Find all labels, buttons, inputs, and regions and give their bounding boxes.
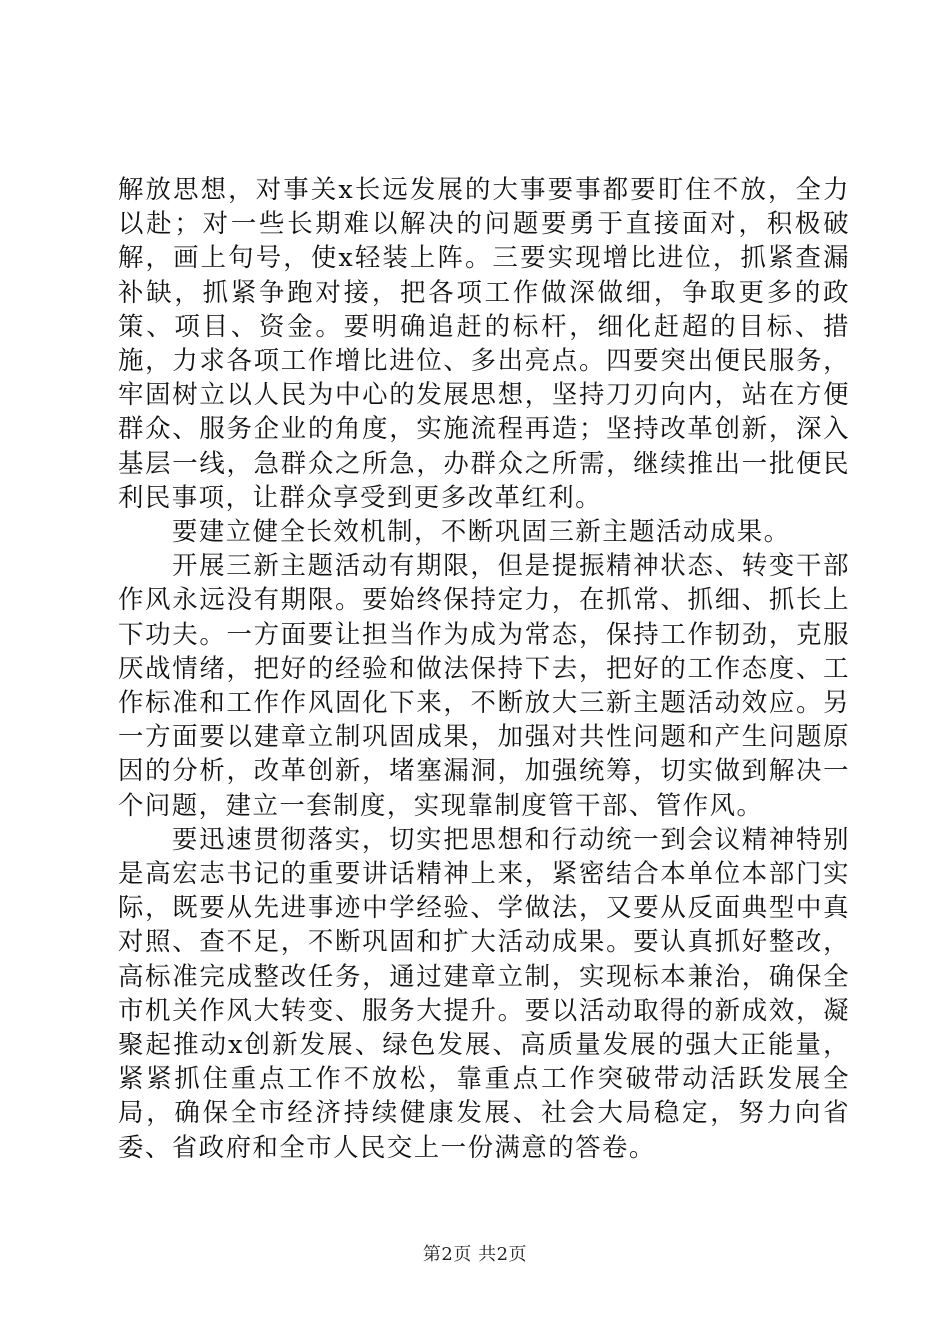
paragraph-heading-long-term-mechanism: 要建立健全长效机制，不断巩固三新主题活动成果。 xyxy=(172,516,791,547)
paragraph-implementation: 要迅速贯彻落实，切实把思想和行动统一到会议精神特别是高宏志书记的重要讲话精神上来，紧密结合本单位本部门实际，既要从先进事迹中学经验、学做法，又要从反面典型中真对照、查不足，不断巩固和扩大活动成果。要认真抓好整改，高标准完成整改任务，通过建章立制，实现标本兼治，确保全市机关作风大转变、服务大提升。要以活动取得的新成效，凝聚起推动x创新发展、绿色发展、高质量发展的强大正能量，紧紧抓住重点工作不放松，靠重点工作突破带动活跃发展全局，确保全市经济持续健康发展、社会大局稳定，努力向省委、省政府和全市人民交上一份满意的答卷。 xyxy=(118,823,850,1162)
page-number-footer: 第2页 共2页 xyxy=(422,1244,528,1265)
paragraph-activity-duration: 开展三新主题活动有期限，但是提振精神状态、转变干部作风永远没有期限。要始终保持定力，在抓常、抓细、抓长上下功夫。一方面要让担当作为成为常态，保持工作韧劲，克服厌战情绪，把好的经验和做法保持下去，把好的工作态度、工作标准和工作作风固化下来，不断放大三新主题活动效应。另一方面要以建章立制巩固成果，加强对共性问题和产生问题原因的分析，改革创新，堵塞漏洞，加强统筹，切实做到解决一个问题，建立一套制度，实现靠制度管干部、管作风。 xyxy=(118,550,850,820)
document-body xyxy=(118,172,850,1164)
paragraph-continuation: 解放思想，对事关x长远发展的大事要事都要盯住不放，全力以赴；对一些长期难以解决的问题要勇于直接面对，积极破解，画上句号，使x轻装上阵。三要实现增比进位，抓紧查漏补缺，抓紧争跑对接，把各项工作做深做细，争取更多的政策、项目、资金。要明确追赶的标杆，细化赶超的目标、措施，力求各项工作增比进位、多出亮点。四要突出便民服务，牢固树立以人民为中心的发展思想，坚持刀刃向内，站在方便群众、服务企业的角度，实施流程再造；坚持改革创新，深入基层一线，急群众之所急，办群众之所需，继续推出一批便民利民事项，让群众享受到更多改革红利。 xyxy=(118,174,850,512)
